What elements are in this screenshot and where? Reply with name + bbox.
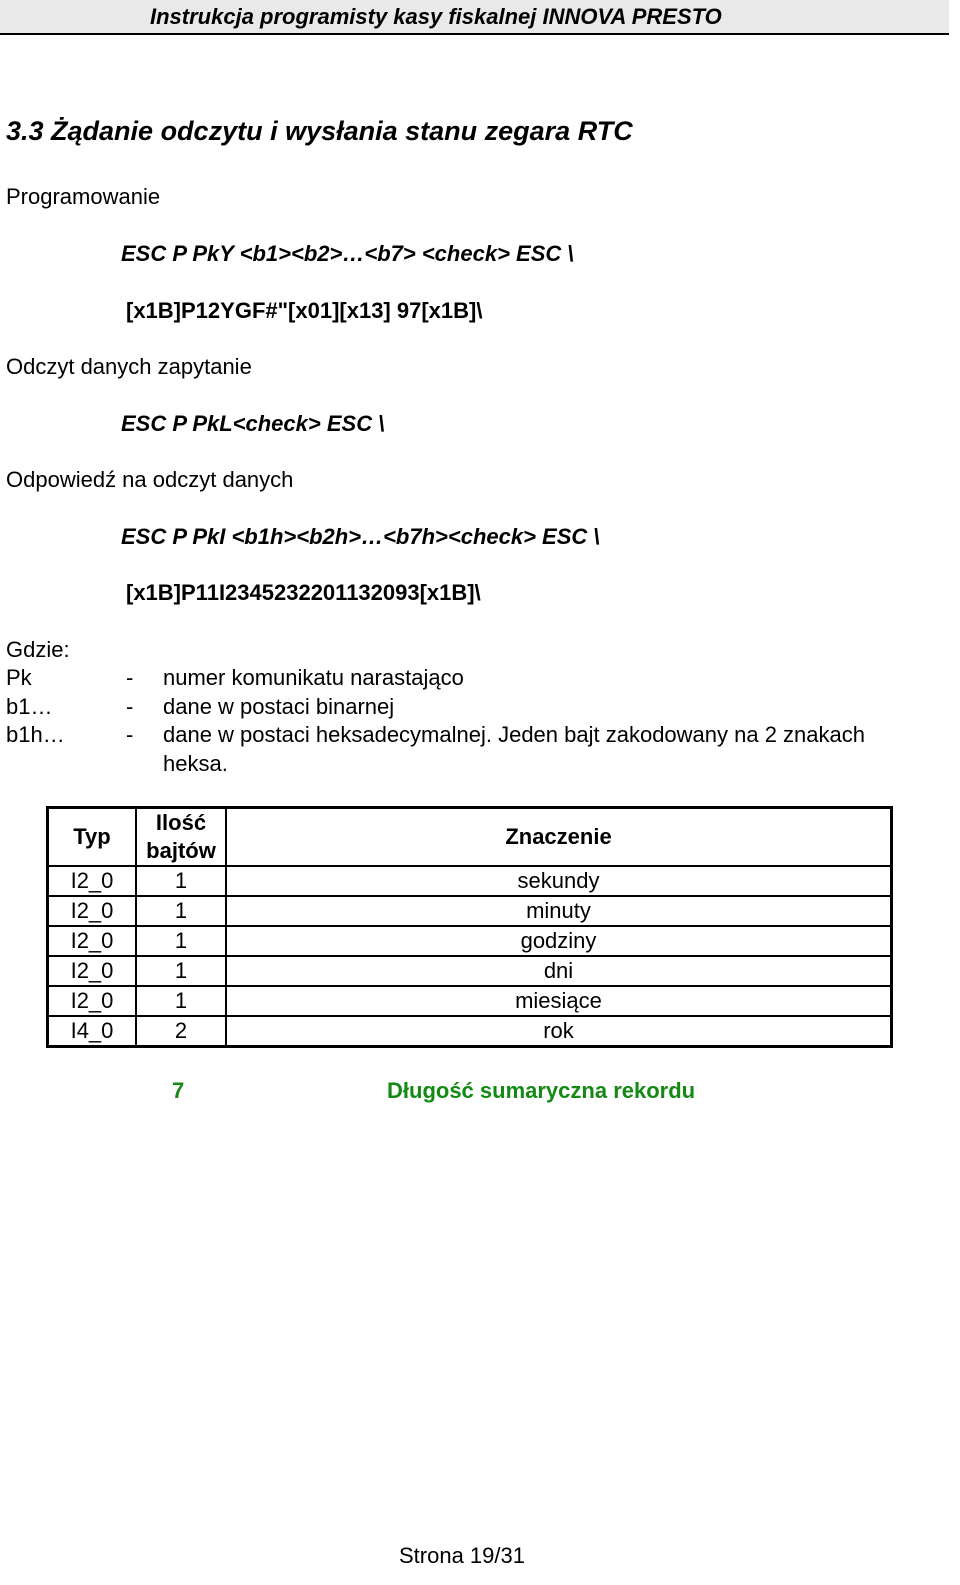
legend-description-continued: heksa. [163,751,228,776]
table-row [48,986,892,1016]
cell-znaczenie: miesiące [226,986,892,1016]
legend-description: dane w postaci binarnej [163,694,395,719]
cell-ilosc: 1 [136,896,226,926]
cell-znaczenie: dni [226,956,892,986]
legend-term: b1… [6,694,53,719]
record-total-bytes: 7 [172,1078,185,1103]
legend-dash: - [126,665,134,690]
record-fields-table [46,806,893,1048]
cell-ilosc: 1 [136,986,226,1016]
table-row [48,1016,892,1047]
cell-ilosc: 1 [136,866,226,896]
column-header-ilosc-line2: bajtów [146,838,216,863]
cell-znaczenie: sekundy [226,866,892,896]
cell-typ: I2_0 [48,956,137,986]
document-title: Instrukcja programisty kasy fiskalnej INNOVA PRESTO [150,4,722,29]
table-row [48,956,892,986]
read-response-label: Odpowiedź na odczyt danych [6,467,294,492]
column-header-typ: Typ [48,808,137,867]
programming-label: Programowanie [6,184,161,209]
cell-ilosc: 1 [136,956,226,986]
cell-znaczenie: rok [226,1016,892,1047]
read-request-command: ESC P PkL<check> ESC \ [121,411,385,436]
legend-description: numer komunikatu narastająco [163,665,464,690]
legend-term: b1h… [6,722,65,747]
programming-example: [x1B]P12YGF#"[x01][x13] 97[x1B]\ [126,298,483,323]
legend-heading: Gdzie: [6,637,70,662]
table-header-row [48,808,892,867]
legend-description: dane w postaci heksadecymalnej. Jeden bajt zakodowany na 2 znakach [163,722,866,747]
cell-ilosc: 1 [136,926,226,956]
table-row [48,866,892,896]
table-row [48,926,892,956]
cell-typ: I2_0 [48,896,137,926]
legend-dash: - [126,722,134,747]
cell-znaczenie: godziny [226,926,892,956]
column-header-znaczenie: Znaczenie [226,808,892,867]
section-title: 3.3 Żądanie odczytu i wysłania stanu zegara RTC [6,116,633,146]
cell-typ: I4_0 [48,1016,137,1047]
programming-command: ESC P PkY <b1><b2>…<b7> <check> ESC \ [121,241,574,266]
table-row [48,896,892,926]
cell-ilosc: 2 [136,1016,226,1047]
cell-typ: I2_0 [48,866,137,896]
column-header-ilosc-line1: Ilość [155,810,207,835]
legend-term: Pk [6,665,32,690]
cell-typ: I2_0 [48,926,137,956]
read-response-example: [x1B]P11I2345232201132093[x1B]\ [126,580,481,605]
read-response-command: ESC P PkI <b1h><b2h>…<b7h><check> ESC \ [121,524,600,549]
column-header-ilosc [136,808,226,867]
legend-dash: - [126,694,134,719]
read-request-label: Odczyt danych zapytanie [6,354,252,379]
page-number: Strona 19/31 [399,1543,525,1568]
record-total-label: Długość sumaryczna rekordu [387,1078,696,1103]
cell-znaczenie: minuty [226,896,892,926]
cell-typ: I2_0 [48,986,137,1016]
